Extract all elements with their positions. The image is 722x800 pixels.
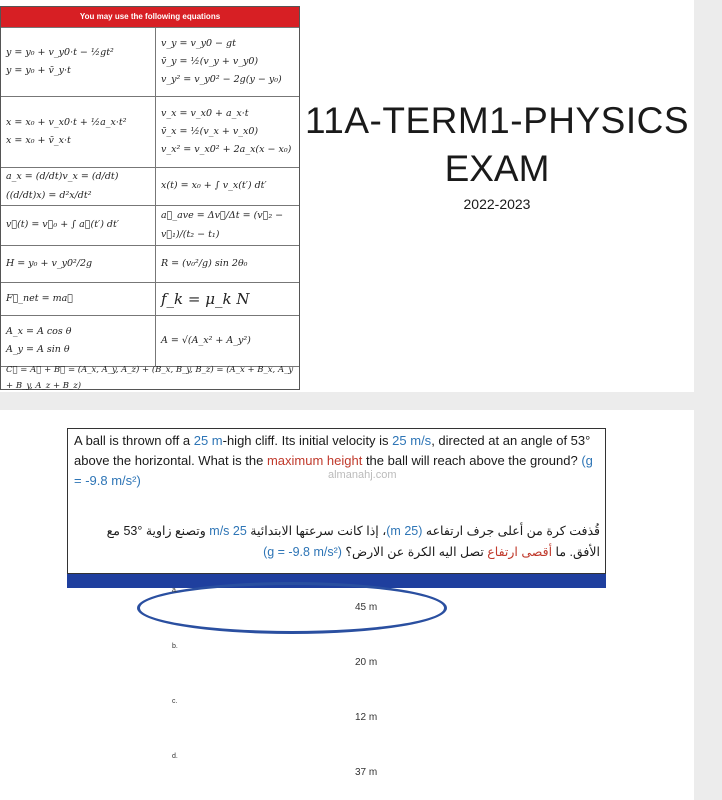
equations-row-components	[1, 315, 299, 366]
question-text: the ball will reach above the ground?	[362, 453, 582, 468]
option-c-value[interactable]: 12 m	[355, 712, 378, 723]
equations-table	[0, 6, 300, 390]
eq-cell	[1, 28, 156, 96]
equation: A_x = A cos θ	[6, 325, 72, 337]
equation: v_x² = v_x0² + 2a_x(x − x₀)	[161, 144, 292, 156]
question-arabic	[74, 521, 600, 563]
eq-cell	[156, 97, 299, 167]
equations-row-vertical	[1, 27, 299, 96]
equations-row-vector-sum	[1, 366, 299, 389]
equations-row-horizontal	[1, 96, 299, 167]
eq-cell	[1, 168, 156, 205]
question-box	[67, 428, 606, 574]
option-c-letter: c.	[172, 698, 178, 705]
equation: v̄_y = ½(v_y + v_y0)	[161, 55, 259, 67]
question-text: A ball is thrown off a	[74, 433, 194, 448]
question-english	[74, 431, 600, 491]
question-text: -high cliff. Its initial velocity is	[222, 433, 393, 448]
maximum-height-keyword-ar: أقصى ارتفاع	[487, 545, 553, 559]
equation: H = y₀ + v_y0²/2g	[6, 257, 93, 269]
initial-velocity-ar: 25 m/s	[209, 524, 247, 538]
equations-row-integral	[1, 205, 299, 245]
equation: x = x₀ + v̄_x·t	[6, 135, 71, 146]
eq-cell	[1, 364, 299, 391]
equation: y = y₀ + v̄_y·t	[6, 65, 71, 76]
formula-page	[0, 0, 694, 392]
option-d-value[interactable]: 37 m	[355, 767, 378, 778]
eq-cell	[156, 246, 299, 282]
answer-highlight-circle	[137, 582, 447, 634]
eq-cell	[1, 316, 156, 366]
eq-cell	[1, 206, 156, 245]
maximum-height-keyword: maximum height	[266, 453, 363, 468]
option-a-value[interactable]: 45 m	[355, 602, 378, 613]
question-text: , directed at an angle of 53° above the horizontal. What is the	[74, 433, 591, 468]
option-d-letter: d.	[172, 753, 178, 760]
eq-cell	[156, 168, 299, 205]
equation: f_k = μ_k N	[161, 289, 250, 308]
equation: a⃗_ave = Δv⃗/Δt = (v⃗₂ − v⃗₁)/(t₂ − t₁)	[161, 210, 284, 240]
equations-row-height-range	[1, 245, 299, 282]
equation: x(t) = x₀ + ∫ v_x(t′) dt′	[161, 180, 267, 192]
equation: F⃗_net = ma⃗	[6, 292, 73, 304]
equation: v_y = v_y0 − gt	[161, 37, 236, 49]
eq-cell	[156, 206, 299, 245]
equation: v̄_x = ½(v_x + v_x0)	[161, 125, 259, 137]
question-text-ar: قُذفت كرة من أعلى جرف ارتفاعه	[422, 524, 600, 538]
equations-header: You may use the following equations	[1, 7, 299, 27]
initial-velocity: 25 m/s	[392, 433, 432, 448]
question-text-ar: تصل اليه الكرة عن الارض؟	[341, 545, 488, 559]
eq-cell	[156, 283, 299, 315]
watermark: almanahj.com	[328, 469, 397, 481]
equation: v_x = v_x0 + a_x·t	[161, 107, 249, 119]
exam-title: 11A-TERM1-PHYSICS	[304, 100, 690, 141]
cliff-height: 25 m	[193, 433, 223, 448]
equation: a_x = (d/dt)v_x = (d/dt)((d/dt)x) = d²x/dt²	[6, 171, 119, 201]
option-b-letter: b.	[172, 643, 178, 650]
eq-cell	[156, 28, 299, 96]
gravity-value: (g = -9.8 m/s²)	[74, 453, 593, 488]
equation: R = (v₀²/g) sin 2θ₀	[161, 257, 248, 269]
equations-row-derivative	[1, 167, 299, 205]
exam-year: 2022-2023	[463, 196, 531, 212]
exam-title-line2: EXAM	[444, 148, 550, 189]
eq-cell	[1, 283, 156, 315]
option-a-letter: a.	[172, 587, 178, 594]
eq-cell	[156, 316, 299, 366]
question-text-ar: وتصنع زاوية °53 مع الأفق. ما	[106, 524, 600, 559]
gravity-value-ar: (g = -9.8 m/s²)	[263, 545, 342, 559]
equation: x = x₀ + v_x0·t + ½a_x·t²	[6, 116, 127, 128]
eq-cell	[1, 246, 156, 282]
equation: A_y = A sin θ	[6, 344, 70, 355]
equation: C⃗ = A⃗ + B⃗ = (A_x, A_y, A_z) + (B_x, B_y, B_z) = (A_x + B_x, A_y + B_y, A_z + B_z)	[6, 364, 294, 391]
cliff-height-ar: (25 m)	[386, 524, 423, 538]
equations-row-force	[1, 282, 299, 315]
question-text-ar: ، إذا كانت سرعتها الابتدائية	[246, 524, 387, 538]
question-page	[0, 410, 694, 800]
equation: v⃗(t) = v⃗₀ + ∫ a⃗(t′) dt′	[6, 219, 119, 231]
equation: A = √(A_x² + A_y²)	[161, 334, 251, 346]
equation: y = y₀ + v_y0·t − ½gt²	[6, 46, 114, 58]
option-b-value[interactable]: 20 m	[355, 657, 378, 668]
eq-cell	[1, 97, 156, 167]
equation: v_y² = v_y0² − 2g(y − y₀)	[161, 74, 282, 86]
